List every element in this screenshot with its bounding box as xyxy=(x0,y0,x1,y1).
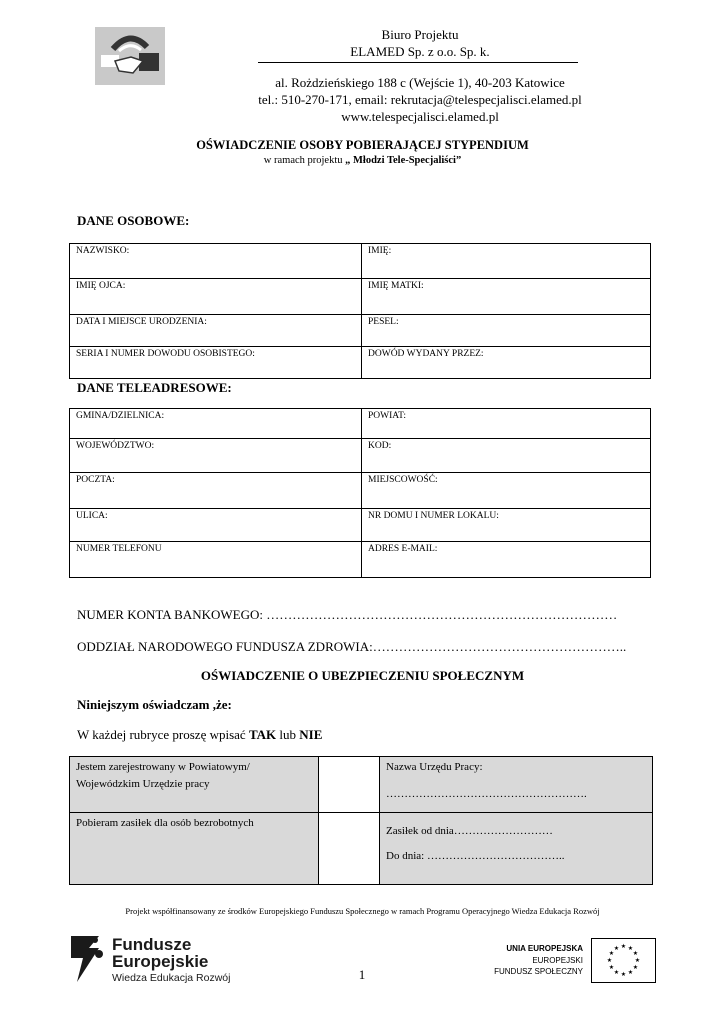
contact-line: tel.: 510-270-171, email: rekrutacja@telespecjalisci.elamed.pl xyxy=(258,92,582,107)
svg-text:★: ★ xyxy=(613,945,620,952)
field-data-urodzenia[interactable]: DATA I MIEJSCE URODZENIA: xyxy=(70,315,362,347)
registered-answer-cell[interactable] xyxy=(319,757,380,813)
page-subtitle xyxy=(100,155,625,166)
bank-account-line[interactable]: NUMER KONTA BANKOWEGO: ……………………………………………………………………… xyxy=(77,607,618,622)
field-powiat[interactable]: POWIAT: xyxy=(362,409,651,439)
instruction-prefix: W każdej rubryce proszę wpisać xyxy=(77,727,246,742)
address-line: al. Rożdzieńskiego 188 c (Wejście 1), 40-203 Katowice xyxy=(275,75,565,90)
field-poczta[interactable]: POCZTA: xyxy=(70,473,362,509)
allowance-answer-cell[interactable] xyxy=(319,813,380,885)
eu-line2: EUROPEJSKI xyxy=(532,956,583,965)
field-nazwisko[interactable]: NAZWISKO: xyxy=(70,244,362,279)
no-word: NIE xyxy=(299,727,323,742)
svg-text:★: ★ xyxy=(606,957,613,964)
svg-text:★: ★ xyxy=(634,957,641,964)
personal-table xyxy=(69,243,651,379)
field-imie-matki[interactable]: IMIĘ MATKI: xyxy=(362,279,651,315)
svg-text:★: ★ xyxy=(620,971,627,978)
field-imie[interactable]: IMIĘ: xyxy=(362,244,651,279)
svg-text:★: ★ xyxy=(632,950,639,957)
svg-text:★: ★ xyxy=(627,945,634,952)
field-miejscowosc[interactable]: MIEJSCOWOŚĆ: xyxy=(362,473,651,509)
allowance-dates-cell[interactable] xyxy=(380,813,653,885)
labor-office-cell[interactable] xyxy=(380,757,653,813)
labor-office-label: Nazwa Urzędu Pracy: xyxy=(386,761,483,773)
fe-line1: Fundusze xyxy=(112,935,192,954)
subtitle-prefix: w ramach projektu xyxy=(263,155,343,166)
instruction-text xyxy=(77,727,322,743)
field-ulica[interactable]: ULICA: xyxy=(70,509,362,542)
cofinancing-note: Projekt współfinansowany ze środków Europejskiego Funduszu Społecznego w ramach Programu Operacyjnego Wiedza Edukacja Rozwój xyxy=(125,906,600,916)
field-imie-ojca[interactable]: IMIĘ OJCA: xyxy=(70,279,362,315)
labor-office-dots: ………………………………………………. xyxy=(386,788,587,800)
office-line1: Biuro Projektu xyxy=(381,27,459,42)
or-word: lub xyxy=(279,727,297,742)
svg-text:★: ★ xyxy=(608,950,615,957)
yes-word: TAK xyxy=(248,727,277,742)
fe-line2: Europejskie xyxy=(112,952,209,971)
field-dowod-numer[interactable]: SERIA I NUMER DOWODU OSOBISTEGO: xyxy=(70,347,362,379)
fundusze-europejskie-logo xyxy=(69,932,105,986)
field-dowod-wydany[interactable]: DOWÓD WYDANY PRZEZ: xyxy=(362,347,651,379)
office-line2: ELAMED Sp. z o.o. Sp. k. xyxy=(350,44,490,59)
field-telefon[interactable]: NUMER TELEFONU xyxy=(70,542,362,578)
field-kod[interactable]: KOD: xyxy=(362,439,651,473)
address-heading: DANE TELEADRESOWE: xyxy=(77,380,232,395)
page-number: 1 xyxy=(358,967,366,982)
insurance-heading: OŚWIADCZENIE O UBEZPIECZENIU SPOŁECZNYM xyxy=(200,668,525,683)
elamed-logo xyxy=(95,27,165,85)
field-email[interactable]: ADRES E-MAIL: xyxy=(362,542,651,578)
allowance-from: Zasiłek od dnia……………………… xyxy=(386,825,553,837)
registered-label-b: Wojewódzkim Urzędzie pracy xyxy=(76,778,210,790)
registered-label-a: Jestem zarejestrowany w Powiatowym/ xyxy=(76,761,250,773)
eu-line1: UNIA EUROPEJSKA xyxy=(506,944,583,953)
field-wojewodztwo[interactable]: WOJEWÓDZTWO: xyxy=(70,439,362,473)
subtitle-project: „ Młodzi Tele-Specjaliści” xyxy=(345,155,462,166)
website-line: www.telespecjalisci.elamed.pl xyxy=(341,109,499,124)
nfz-branch-line[interactable]: ODDZIAŁ NARODOWEGO FUNDUSZA ZDROWIA:………………………………………………….. xyxy=(77,639,627,654)
allowance-to: Do dnia: ……………………………….. xyxy=(386,850,565,862)
allowance-label: Pobieram zasiłek dla osób bezrobotnych xyxy=(70,813,319,885)
field-gmina[interactable]: GMINA/DZIELNICA: xyxy=(70,409,362,439)
svg-text:★: ★ xyxy=(632,964,639,971)
declaration-text: Niniejszym oświadczam ,że: xyxy=(77,697,232,712)
header-divider xyxy=(258,62,578,63)
registered-label xyxy=(70,757,319,813)
page-title: OŚWIADCZENIE OSOBY POBIERAJĄCEJ STYPENDIUM xyxy=(196,138,529,152)
eu-line3: FUNDUSZ SPOŁECZNY xyxy=(494,967,583,976)
svg-text:★: ★ xyxy=(620,943,627,950)
field-nr-domu[interactable]: NR DOMU I NUMER LOKALU: xyxy=(362,509,651,542)
insurance-table xyxy=(69,756,653,885)
field-pesel[interactable]: PESEL: xyxy=(362,315,651,347)
fe-line3: Wiedza Edukacja Rozwój xyxy=(112,972,231,984)
svg-text:★: ★ xyxy=(627,969,634,976)
svg-text:★: ★ xyxy=(613,969,620,976)
personal-heading: DANE OSOBOWE: xyxy=(77,213,190,228)
svg-text:★: ★ xyxy=(608,964,615,971)
eu-flag xyxy=(591,938,656,983)
address-table xyxy=(69,408,651,578)
